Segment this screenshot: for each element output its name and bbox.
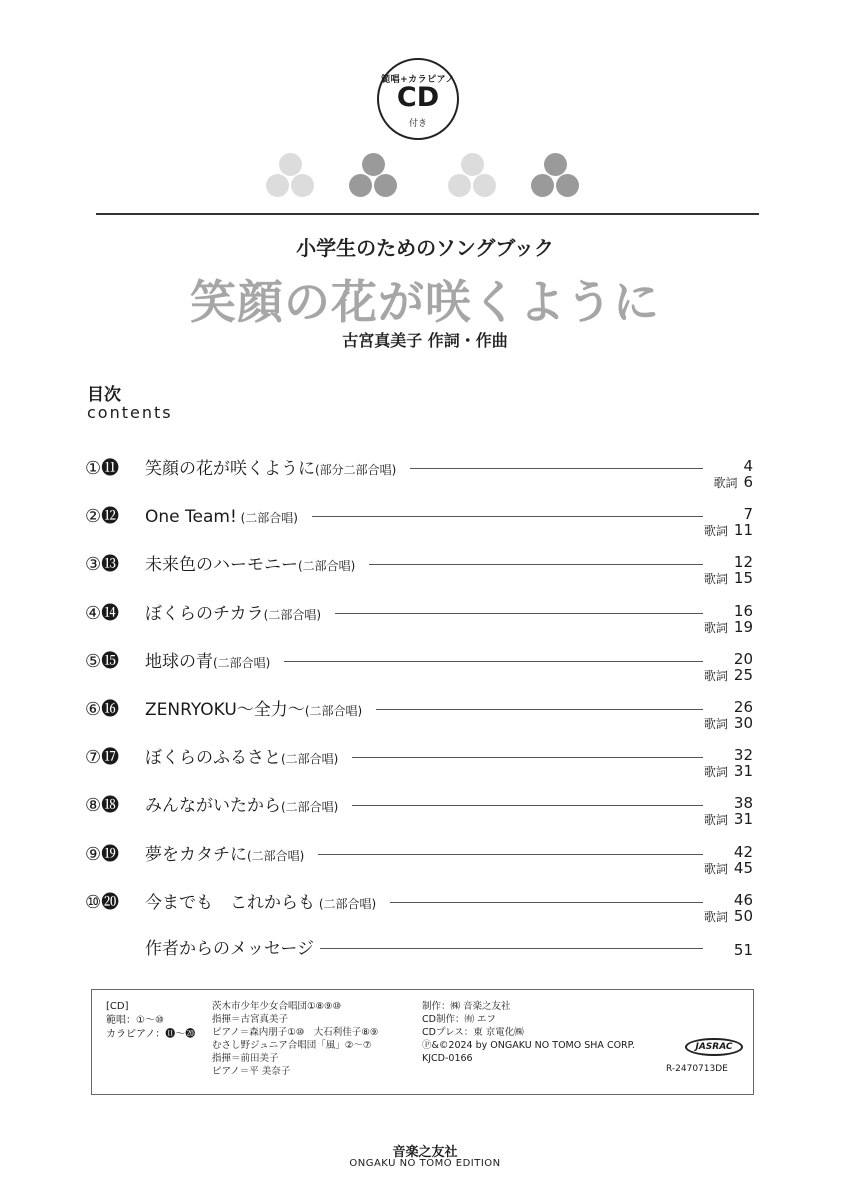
score-page-number: 32 [733,746,753,765]
song-arrangement-note: (二部合唱) [236,511,298,526]
dot-leader [352,757,703,758]
song-arrangement-note: (二部合唱) [281,752,339,767]
lyrics-page-number: 19 [733,617,753,636]
publisher-name-en: ONGAKU NO TOMO EDITION [349,1158,501,1169]
song-arrangement-note: (二部合唱) [263,607,322,622]
track-numbers: ①⓫ [85,458,120,479]
song-title-text: 未来色のハーモニー [145,555,298,576]
dot-leader [369,564,703,565]
toc-row-6[interactable] [0,699,850,739]
track-numbers: ③⓭ [85,554,120,576]
song-title-text: ぼくらのふるさと [145,748,281,769]
jasrac-logo: JASRAC [685,1038,743,1056]
song-title-text: ZENRYOKU〜全力〜 [145,700,305,720]
jasrac-code: R-2470713DE [666,1064,728,1074]
cd-badge [377,58,459,140]
lyrics-page [713,472,753,493]
light-circle-cluster-2 [448,153,498,199]
lyrics-page [704,665,753,686]
lyrics-page-number: 31 [733,810,753,829]
header-rule [96,213,759,215]
track-numbers: ④⓮ [85,602,120,624]
lyrics-page [704,568,753,589]
lyrics-label: 歌詞 [703,620,728,635]
song-arrangement-note: (二部合唱) [281,800,339,815]
dark-circle-cluster-2 [531,153,581,199]
track-numbers: ⑦⓱ [85,747,120,769]
dark-circle-cluster-1 [349,153,399,199]
track-numbers: ⑤⓯ [85,650,120,672]
song-arrangement-note: (二部合唱) [304,704,363,718]
song-title-text: 今までも これからも [145,892,315,913]
song-title [145,844,304,867]
track-numbers: ⑨⓳ [85,843,120,865]
lyrics-page-number: 6 [743,473,753,491]
lyrics-label: 歌詞 [703,765,728,780]
song-title [145,699,362,722]
score-page-number: 38 [733,794,753,813]
book-subtitle: 小学生のためのソングブック [296,236,554,260]
song-arrangement-note: (部分二部合唱) [315,463,397,477]
production-credits: 制作：㈱ 音楽之友社 CD制作：㈲ エフ CDプレス：東 京電化㈱ Ⓟ&©2024 by ONGAKU NO TOMO SHA CORP. KJCD-0166 [422,1001,635,1064]
song-arrangement-note: (二部合唱) [298,559,356,574]
song-title [145,603,321,626]
toc-row-1[interactable] [0,458,850,498]
badge-top-text: 範唱+カラピアノ [381,75,455,85]
song-title [145,747,338,770]
cd-karaoke-piano: カラピアノ：⓫〜⓴ [106,1029,196,1040]
dot-leader [376,709,703,710]
light-circle-cluster-1 [266,153,316,199]
lyrics-label: 歌詞 [713,476,738,490]
song-arrangement-note: (二部合唱) [213,655,271,670]
lyrics-label: 歌詞 [703,572,728,587]
score-page-number: 16 [733,601,753,620]
toc-row-8[interactable] [0,795,850,835]
message-title: 作者からのメッセージ [145,939,314,959]
song-title [145,795,338,818]
lyrics-label: 歌詞 [703,668,728,683]
dot-leader [352,805,703,806]
toc-row-3[interactable] [0,554,850,594]
track-numbers: ②⓬ [85,506,120,528]
track-numbers: ⑥⓰ [85,699,120,720]
lyrics-page [704,906,753,927]
song-title-text: 夢をカタチに [145,844,247,865]
cd-model-singing: 範唱：①〜⑩ [106,1015,164,1026]
lyrics-label: 歌詞 [703,909,728,924]
score-page-number: 46 [733,890,753,909]
track-numbers: ⑧⓲ [85,795,120,817]
toc-row-5[interactable] [0,651,850,691]
toc-heading-en: contents [87,403,173,422]
score-page-number: 20 [733,649,753,668]
lyrics-label: 歌詞 [703,717,728,731]
lyrics-page-number: 30 [733,714,753,732]
lyrics-page-number: 50 [733,906,753,925]
song-title-text: ぼくらのチカラ [145,603,264,624]
message-page-number: 51 [733,941,753,959]
song-title [145,651,270,674]
lyrics-page [704,520,753,541]
lyrics-page [704,809,753,830]
lyrics-page-number: 15 [733,569,753,588]
song-title [145,506,298,529]
song-title-text: 笑顔の花が咲くように [145,459,315,479]
book-title: 笑顔の花が咲くように [190,275,660,329]
toc-row-2[interactable] [0,506,850,546]
performer-credits: 茨木市少年少女合唱団①⑧⑨⑩ 指揮＝古宮真美子 ピアノ＝森内朋子①⑩ 大石利佳子⑧⑨ むさし野ジュニア合唱団「風」②〜⑦ 指揮＝前田美子 ピアノ＝平 美奈子 [212,1001,379,1077]
track-numbers: ⑩⓴ [85,891,120,913]
song-title-text: 地球の青 [145,651,213,672]
toc-row-4[interactable] [0,603,850,643]
dot-leader [312,516,703,517]
song-title-text: One Team! [145,507,237,528]
dot-leader [318,854,703,855]
cd-heading: [CD] [106,1001,129,1012]
score-page-number: 26 [733,698,753,716]
badge-bottom-text: 付き [408,119,427,129]
dot-leader [335,613,703,614]
lyrics-page [704,761,753,782]
lyrics-page [704,617,753,638]
song-title-text: みんながいたから [145,796,281,817]
score-page-number: 4 [743,457,753,475]
toc-row-9[interactable] [0,844,850,884]
lyrics-label: 歌詞 [703,861,728,876]
lyrics-page-number: 31 [733,762,753,781]
song-title [145,554,355,577]
song-title [145,458,396,481]
toc-row-message[interactable] [0,938,850,978]
song-arrangement-note: (二部合唱) [315,896,377,911]
score-page-number: 7 [743,505,753,524]
cd-info-box [91,989,754,1095]
lyrics-page [704,858,753,879]
author-credit: 古宮真美子 作詞・作曲 [342,331,508,350]
toc-heading: 目次 [87,385,121,405]
lyrics-page [704,713,753,734]
lyrics-page-number: 25 [733,665,753,684]
lyrics-label: 歌詞 [703,813,728,828]
cd-contents [106,1000,195,1042]
dot-leader [320,948,703,949]
score-page-number: 12 [733,553,753,572]
song-arrangement-note: (二部合唱) [247,848,305,863]
song-title [145,892,376,915]
score-page-number: 42 [733,842,753,861]
toc-row-7[interactable] [0,747,850,787]
badge-cd-text: CD [396,82,440,113]
dot-leader [390,902,703,903]
dot-leader [410,468,703,469]
toc-row-10[interactable] [0,892,850,932]
publisher-name: 音楽之友社 [392,1145,458,1160]
lyrics-page-number: 45 [733,858,753,877]
dot-leader [284,661,703,662]
lyrics-page-number: 11 [733,521,753,540]
lyrics-label: 歌詞 [703,524,728,539]
